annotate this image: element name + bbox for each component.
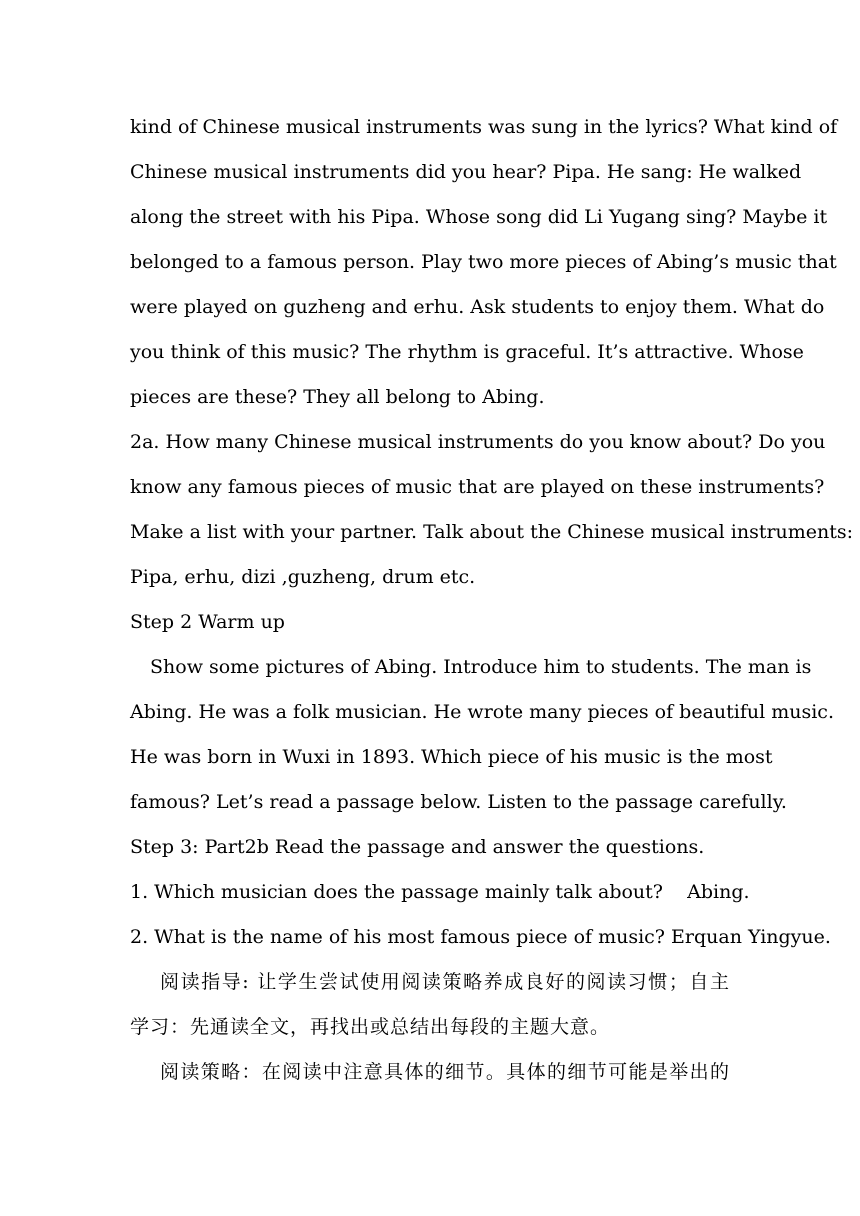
text-line: Abing. He was a folk musician. He wrote many pieces of beautiful music. — [130, 701, 834, 723]
text-line: 阅读指导: 让学生尝试使用阅读策略养成良好的阅读习惯；自主 — [160, 971, 730, 993]
text-line: famous? Let’s read a passage below. Listen to the passage carefully. — [130, 791, 787, 813]
text-line: Show some pictures of Abing. Introduce him to students. The man is — [150, 656, 812, 678]
text-line: 2a. How many Chinese musical instruments do you know about? Do you — [130, 431, 826, 453]
section-heading: Step 2 Warm up — [130, 611, 285, 633]
text-line: pieces are these? They all belong to Abing. — [130, 386, 545, 408]
text-line: you think of this music? The rhythm is graceful. It’s attractive. Whose — [130, 341, 804, 363]
text-line: He was born in Wuxi in 1893. Which piece of his music is the most — [130, 746, 773, 768]
document-body — [130, 105, 854, 1095]
text-line: kind of Chinese musical instruments was sung in the lyrics? What kind of — [130, 116, 838, 138]
text-line: 阅读策略：在阅读中注意具体的细节。具体的细节可能是举出的 — [160, 1061, 730, 1083]
section-heading: Step 3: Part2b Read the passage and answer the questions. — [130, 836, 705, 858]
text-line: Pipa, erhu, dizi ,guzheng, drum etc. — [130, 566, 476, 588]
text-line: 学习：先通读全文，再找出或总结出每段的主题大意。 — [130, 1016, 611, 1038]
text-line: know any famous pieces of music that are played on these instruments? — [130, 476, 825, 498]
text-line: belonged to a famous person. Play two more pieces of Abing’s music that — [130, 251, 837, 273]
question-line: 2. What is the name of his most famous piece of music? Erquan Yingyue. — [130, 926, 831, 948]
text-line: Make a list with your partner. Talk about the Chinese musical instruments: — [130, 521, 854, 543]
text-line: along the street with his Pipa. Whose song did Li Yugang sing? Maybe it — [130, 206, 828, 228]
text-line: Chinese musical instruments did you hear? Pipa. He sang: He walked — [130, 161, 802, 183]
text-line: were played on guzheng and erhu. Ask students to enjoy them. What do — [130, 296, 825, 318]
question-line: 1. Which musician does the passage mainly talk about? Abing. — [130, 881, 750, 903]
